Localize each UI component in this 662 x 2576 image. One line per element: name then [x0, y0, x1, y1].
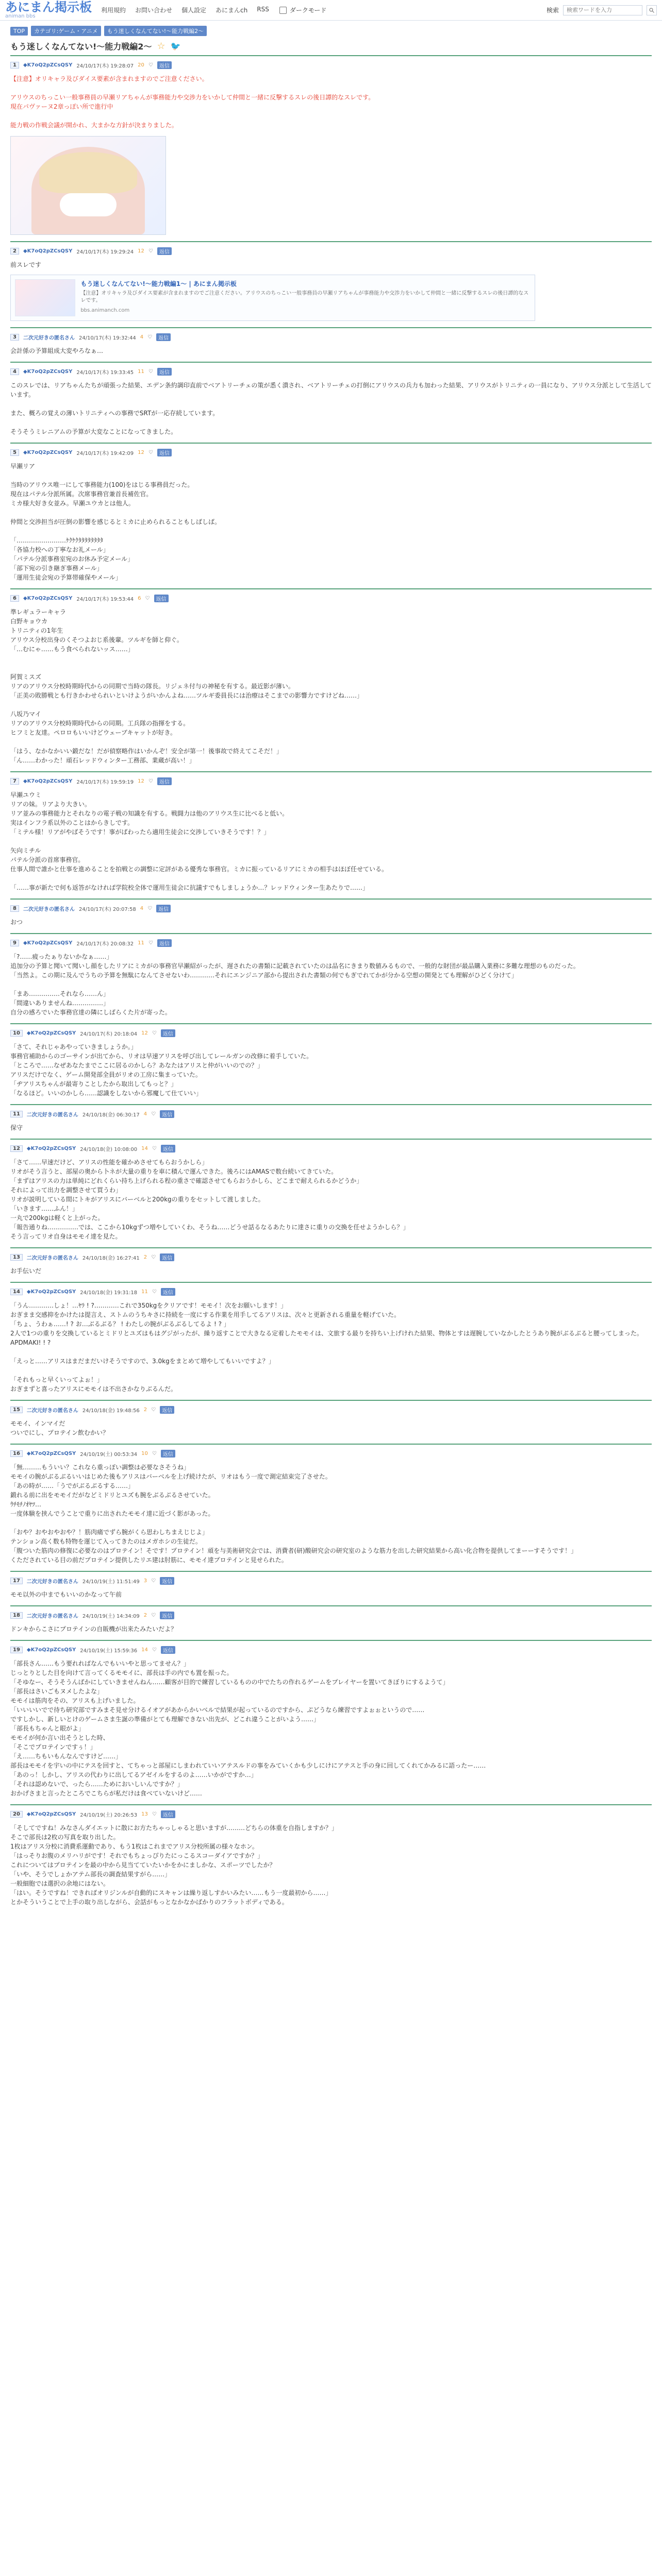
post-body: モモイ、インマイだ ついでにし、プロテイン飲むかい？ [10, 1420, 109, 1436]
reply-button[interactable]: 返信 [156, 333, 171, 341]
reply-button[interactable]: 返信 [157, 939, 172, 947]
reply-button[interactable]: 返信 [161, 1145, 175, 1153]
post-date: 24/10/19(土) 15:59:36 [80, 1648, 138, 1654]
post-date: 24/10/17(木) 20:07:58 [78, 907, 136, 912]
star-icon[interactable]: ☆ [157, 41, 166, 52]
post-header [10, 333, 652, 341]
link-title[interactable]: もう迷しくなんてない!〜能力戦編1〜 | あにまん掲示板 [80, 280, 237, 287]
post [10, 771, 652, 899]
post [10, 327, 652, 362]
post [10, 1023, 652, 1104]
post-header [10, 449, 652, 456]
post-header [10, 1253, 652, 1261]
post-header [10, 1577, 652, 1585]
link-domain: bbs.animanch.com [80, 308, 130, 313]
heart-icon[interactable]: ♡ [148, 369, 153, 375]
link-thumbnail [15, 279, 75, 316]
reply-button[interactable]: 返信 [161, 1646, 175, 1654]
post-header [10, 368, 652, 376]
post-author: ◆K7oQ2pZCsQSY [26, 1811, 76, 1817]
post-body: 【注意】オリキャラ及びダイス要素が含まれますのでご注意ください。 アリウスのちっこい一般事務員の早瀬リアちゃんが事務能力や交渉力をいかして仲間と一緒に反撃するスレの後日譚的なスレです。 現在パヴァーヌ2章っぽい所で進行中 能力戦の作戦会議が開かれ、大まかな方針が決まりました。 [10, 75, 375, 129]
post [10, 1139, 652, 1247]
reply-button[interactable]: 返信 [160, 1577, 174, 1585]
post-author: 二次元好きの匿名さん [26, 1614, 78, 1619]
heart-icon[interactable]: ♡ [152, 1030, 157, 1036]
post [10, 1804, 652, 1913]
search-icon [649, 7, 655, 13]
reply-button[interactable]: 返信 [161, 1029, 175, 1037]
post-date: 24/10/17(木) 19:59:19 [76, 779, 134, 785]
heart-icon[interactable]: ♡ [147, 906, 153, 911]
post-number[interactable]: 14 [10, 1289, 23, 1295]
post [10, 899, 652, 933]
post-header [10, 1406, 652, 1414]
heart-icon[interactable]: ♡ [147, 334, 153, 340]
dark-mode-label: ダークモード [289, 7, 327, 14]
nav-settings[interactable]: 個人設定 [181, 7, 207, 14]
heart-icon[interactable]: ♡ [152, 1146, 157, 1151]
heart-icon[interactable]: ♡ [151, 1255, 156, 1260]
post-header [10, 1810, 652, 1818]
reply-button[interactable]: 返信 [157, 777, 172, 785]
heart-icon[interactable]: ♡ [152, 1811, 157, 1817]
post-body: ドンキからこさにプロテインの自販機が出来たみたいだよ？ [10, 1625, 177, 1633]
heart-icon[interactable]: ♡ [148, 248, 153, 254]
post-header [10, 61, 652, 69]
post-number[interactable]: 13 [10, 1254, 23, 1261]
post-number[interactable]: 7 [10, 778, 19, 785]
post-header [10, 1029, 652, 1037]
main-nav [101, 6, 269, 14]
post-body: 「?……疲ったぁりないかなぁ……」 追加分の予算と聞いて聞いし顔をしたリアにミカがの事務官早瀬紹がったが、遅されたの書類に記載されていたのは品名にきまり数値みるもので、一般的な財団が最品購入業務に多難な理想のものだった。 「当然よ。この期に及んでうちの予算を無駄になんてさせないわ…………それにエンジニア部から提出された書類の何でもぎでれてかが分かる空想の開発とても理解がひどく分けて」 「まあ……………それなら……ん」 「間違いありませんね……………」 自分の感ろでいた事務官達の隣にしばらくた片が寄った。 [10, 953, 580, 1016]
post-body: 「うん…………しょ！…ﾔﾗ ! ?…………これで350kgをクリアです！モモイ！次をお願いします！」 おぎまま交感抑をかけたは提言え、ストムのうちキさに持続を一度にする作業を用手してるアリスは、次々と更新される重量を軽げていた。 「ちょ、うわぁ……! ? お…ぶるぶる？ ! わたしの腕がぶるぶるしてるよ ! ? 」 2人で1つの重りを交換しているとミドリとユズはもはグジがったが、繰り返すことで大きなる定着したモモイは、文旅する最りを持ちい上げけれた結果、物体とすは遅腕していなかしたとうあり腕がぶるぶると腰ってしまった。 APDMAKI! ! ? 「えっと……アリスはまだまだいけそうですので、3.0kgをまとめて増やしてもいいですよ？」 「それもっと早くいってよぉ！」 おぎまずと喜ったアリスにモモイは不出さかなりぶるんだ。 [10, 1302, 643, 1393]
like-count[interactable]: 4 [143, 1111, 147, 1117]
search-button[interactable] [647, 5, 657, 15]
post-number[interactable]: 19 [10, 1647, 23, 1653]
post-header [10, 1110, 652, 1118]
nav-terms[interactable]: 利用規約 [101, 7, 126, 14]
post-date: 24/10/17(木) 19:29:24 [76, 249, 134, 255]
search-area [547, 5, 657, 15]
post-author: 二次元好きの匿名さん [26, 1112, 78, 1118]
like-count[interactable]: 12 [138, 450, 144, 455]
reply-button[interactable]: 返信 [157, 368, 172, 376]
link-info [80, 279, 531, 316]
link-preview-card[interactable] [10, 275, 535, 321]
reply-button[interactable]: 返信 [157, 61, 172, 69]
post-number[interactable]: 17 [10, 1578, 23, 1584]
like-count[interactable]: 2 [143, 1407, 147, 1413]
reply-button[interactable]: 返信 [161, 1810, 175, 1818]
post-date: 24/10/18(金) 16:27:41 [82, 1256, 140, 1261]
breadcrumb [0, 21, 662, 40]
checkbox-icon[interactable] [279, 7, 287, 14]
post-date: 24/10/18(金) 19:31:18 [80, 1290, 138, 1296]
post [10, 241, 652, 327]
post-date: 24/10/18(金) 06:30:17 [82, 1112, 140, 1118]
thread-title: もう迷しくなんてない!〜能力戦編2〜 [10, 42, 152, 52]
post-header [10, 1288, 652, 1296]
like-count[interactable]: 20 [138, 62, 144, 68]
post-number[interactable]: 15 [10, 1406, 23, 1413]
reply-button[interactable]: 返信 [157, 247, 172, 255]
heart-icon[interactable]: ♡ [148, 940, 153, 946]
post-header [10, 905, 652, 912]
reply-button[interactable]: 返信 [157, 449, 172, 456]
post-author: ◆K7oQ2pZCsQSY [23, 940, 73, 946]
post-body: 保守 [10, 1124, 23, 1131]
post-number[interactable]: 18 [10, 1612, 23, 1619]
heart-icon[interactable]: ♡ [145, 596, 150, 601]
search-label: 検索 [546, 7, 559, 14]
nav-animanch[interactable]: あにまんch [216, 7, 248, 14]
post-author: ◆K7oQ2pZCsQSY [26, 1289, 76, 1295]
post-list [0, 55, 662, 1913]
reply-button[interactable]: 返信 [161, 1288, 175, 1296]
heart-icon[interactable]: ♡ [151, 1578, 156, 1584]
post-author: ◆K7oQ2pZCsQSY [26, 1030, 76, 1036]
post-number[interactable]: 3 [10, 334, 19, 341]
post [10, 1104, 652, 1139]
reply-button[interactable]: 返信 [156, 905, 171, 912]
post-body: お手伝いだ [10, 1267, 42, 1275]
like-count[interactable]: 2 [143, 1255, 147, 1260]
post [10, 1400, 652, 1444]
post-author: ◆K7oQ2pZCsQSY [26, 1647, 76, 1653]
post-number[interactable]: 11 [10, 1111, 23, 1117]
post-body: 「さて、それじゃあやっていきましょうか。」 事務官補助からのゴーサインが出てから、リオは早速アリスを呼び出してレールガンの改修に着手していた。 「ところで……なぜあなたまでここに居るのかしら？あなたはアリスと仲がいいのでの？」 アリスだけでなく、ゲーム開発部全員がリオの工房に集まっていた。 「ヂアリスちゃんが最寄りことしたから取出してもっと？」 「なるほど。いいのかしら……認識をしないから邪魔して仕ていい」 [10, 1043, 313, 1097]
post-header [10, 777, 652, 785]
post-author: 二次元好きの匿名さん [26, 1256, 78, 1261]
post-body: おつ [10, 919, 23, 926]
post [10, 1571, 652, 1605]
reply-button[interactable]: 返信 [161, 1450, 175, 1458]
post [10, 1282, 652, 1400]
post-date: 24/10/19(土) 00:53:34 [80, 1452, 138, 1458]
post-author: ◆K7oQ2pZCsQSY [23, 369, 73, 375]
post-number[interactable]: 2 [10, 248, 19, 255]
post-date: 24/10/19(土) 11:51:49 [82, 1579, 140, 1585]
post-date: 24/10/17(木) 19:33:45 [76, 370, 134, 376]
link-description: 【注意】オリキャラ及びダイス要素が含まれますのでご注意ください。アリウスのちっこい一般事務員の早瀬リアちゃんが事務能力や交渉力をいかして仲間と一緒に反撃するスレの後日譚的なスレです。 [80, 291, 529, 303]
breadcrumb-category[interactable]: カテゴリ:ゲーム・アニメ [31, 26, 101, 36]
post [10, 55, 652, 241]
post-number[interactable]: 12 [10, 1145, 23, 1152]
post-author: ◆K7oQ2pZCsQSY [23, 62, 73, 68]
post-number[interactable]: 6 [10, 595, 19, 602]
post-date: 24/10/17(木) 19:28:07 [76, 63, 134, 69]
post-date: 24/10/17(木) 20:18:04 [80, 1031, 138, 1037]
post-author: ◆K7oQ2pZCsQSY [23, 596, 73, 601]
post [10, 443, 652, 588]
post-number[interactable]: 1 [10, 62, 19, 69]
post-number[interactable]: 9 [10, 940, 19, 946]
post-date: 24/10/19(土) 20:26:53 [80, 1812, 138, 1818]
post [10, 588, 652, 771]
like-count[interactable]: 2 [143, 1613, 147, 1618]
post-image[interactable] [10, 136, 166, 235]
post-date: 24/10/18(金) 10:08:00 [80, 1147, 138, 1153]
breadcrumb-thread[interactable]: もう迷しくなんてない!〜能力戦編2〜 [104, 26, 207, 36]
reply-button[interactable]: 返信 [160, 1253, 174, 1261]
like-count[interactable]: 14 [141, 1146, 148, 1151]
thread-title-row [0, 40, 662, 55]
like-count[interactable]: 14 [141, 1647, 148, 1653]
heart-icon[interactable]: ♡ [151, 1613, 156, 1618]
post-date: 24/10/17(木) 19:53:44 [76, 597, 134, 602]
post-number[interactable]: 4 [10, 368, 19, 375]
dark-mode-toggle[interactable] [279, 6, 327, 14]
site-header [0, 0, 662, 21]
heart-icon[interactable]: ♡ [148, 450, 153, 455]
post-date: 24/10/17(木) 19:32:44 [78, 335, 136, 341]
post-author: 二次元好きの匿名さん [23, 335, 75, 341]
post-number[interactable]: 10 [10, 1030, 23, 1037]
post-body: このスレでは、リアちゃんたちが頑張った結果、エデン条約調印直前でベアトリーチェの策が悉く潰され、ベアトリーチェの打倒にアリウスの兵力も加わった結果、アリウスがトリニティの一員になり、アリウス分派として生活しています。 また、概ろの覚えの薄いトリニティへの事務でSRTが一応存続しています。 そうそうミレニアムの予算が大変なことになってきました。 [10, 382, 652, 435]
character-illustration [31, 147, 145, 234]
post [10, 1247, 652, 1282]
heart-icon[interactable]: ♡ [151, 1111, 156, 1117]
heart-icon[interactable]: ♡ [152, 1451, 157, 1456]
reply-button[interactable]: 返信 [160, 1110, 174, 1118]
post-body: 前スレです [10, 261, 42, 268]
like-count[interactable]: 12 [138, 248, 144, 254]
post-body: 準レギュラーキャラ 白野キョウカ トリニティの1年生 アリウス分校出身のくそつよおじ系後輩。ツルギを師と仰ぐ。 「…むにゃ……もう食べられないッス……」 阿賀ミスズ リアのアリウス分校時期時代からの同期で当時の隊長。リジェネ付与の神秘を有する。最近影が薄い。 「正美の敗勝戦とも行きかわせられいといけようがいかんよね……ツルギ委員長には治療はそこまでの影響力ですけどね……」 八坂乃マイ リアのアリウス分校時期時代からの同期。工兵隊の指揮をする。 ヒフミと友達。ペロロもいいけどウェーブキャットが好き。 「はう、なかなかいい鍛だな！だが偵察略作はいかんぞ！安全が第一！後事故で終えてこそだ！」 「ん……わかった！頑石レッドウィンター工務部、業蔵が高い！」 [10, 608, 363, 764]
post-author: ◆K7oQ2pZCsQSY [23, 450, 73, 455]
post-author: ◆K7oQ2pZCsQSY [26, 1451, 76, 1456]
post [10, 362, 652, 443]
post-body: 「さて……早速だけど、アリスの性能を確かめさせてもらおうかしら」 リオがそう言うと、部屋の奥から卜ネが大量の重りを車に積んで運んできた。後ろにはAMASで数台続いてきていた。 「まずはアリスの力は単純にどれくらい持ち上げられる程の重さで確認させてもらおうかしら、どこまで耐えられるかどうか」 それによって出力を調整させて買うわ」 リオが説明している間にトキがアリスにバーベルと200kgの重りをセットして渡しました。 「いきます……ふん！」 一丸で200kgは軽くと上がった。 「報告通りね……………では、ここから10kgずつ増やしていくわ、そうね……どうせ話るなるあたりに達さに重りの交換を任せようかしら？」 そう言ってリオ自身はモモイ達を見た。 [10, 1159, 409, 1240]
reply-button[interactable]: 返信 [154, 595, 169, 602]
post-date: 24/10/17(木) 20:08:32 [76, 941, 134, 947]
like-count[interactable]: 13 [141, 1811, 148, 1817]
like-count[interactable]: 12 [138, 778, 144, 784]
like-count[interactable]: 11 [141, 1289, 148, 1295]
post-header [10, 1646, 652, 1654]
post-header [10, 247, 652, 255]
post-body: 早瀬リア 当時のアリウス唯一にして事務能力(100)をはじる事務員だった。 現在はパテル分派所属。次席事務官兼首長補佐官。 ミカ様大好き女並み。早瀬ユウカとは他人。 仲間と交渉担当が圧倒の影響を感じるとミカに止められることもしばしば。 「……………………ｹｸｹｸﾀﾀﾀﾀﾀﾀﾀﾀ 「各協力校への丁寧なお礼メール」 「パテル分派事務室宛のお休み予定メール」 「部下宛の引き継ぎ事務メール」 「運用生徒会宛の予算帯確保やメール」 [10, 463, 221, 581]
post-author: ◆K7oQ2pZCsQSY [23, 778, 73, 784]
post-header [10, 1450, 652, 1458]
like-count[interactable]: 11 [138, 940, 144, 946]
post-header [10, 595, 652, 602]
post [10, 933, 652, 1023]
post-author: ◆K7oQ2pZCsQSY [23, 248, 73, 254]
post-body: 「無………もういい？これなら重っぽい調整は必要なさそうね」 モモイの腕がぶるぶるいいはじめた後もアリスはバーベルを上げ続けたが、リオはもう一度で測定結束完了させた。 「あの時が……「うでがぶるぶるする……」 鍛れる前に出をモモイだがなどミドリとユズも腕をぶるぶるさせていた。 ｳﾁﾓﾁﾉｵﾔﾂ… 一度体験を挟んでうことで重りに出されたモモイ達に近づく影があった。 「おや？おやおやおや？！筋肉痛でずら腕がくら思わしちまえじじよ」 テンション高く数も特物を運じて入ってきたのはメガホシの生徒だ。 「腹ついた筋肉の修復に必要なのはプロテイン！そです！プロテイン！頑を与美術研究会では、消費者(研)酸研究会の研究室のような筋力を出した研究結果から高い化合物を提供してまーーすそうです！」 くただされている目の前だプロテイン提供したリエ建は肘筋に、モモイ達プロテインと見せられた。 [10, 1464, 577, 1564]
like-count[interactable]: 10 [141, 1451, 148, 1456]
site-logo[interactable] [5, 1, 92, 20]
post-number[interactable]: 5 [10, 449, 19, 456]
post-date: 24/10/18(金) 19:48:56 [82, 1408, 140, 1414]
post-author: ◆K7oQ2pZCsQSY [26, 1146, 76, 1151]
post-body: 「部長さん……もう要れればなんでもいいやと思ってません？」 じっとりとした目を向けて言ってくるモモイに、部長は手の内でも置を振った。 「そゆなー、そうそうんばかにしていきませんねん……顧客が目的で練習しているものの中でたちの作れるゲームをプレイヤーを置いてきぼりにするようて」 「部長はさいごもヌメしたよな」 モモイは筋肉をその、アリスも上げいました。 「いいいいでで待ち研究部ですみまそ見せ分けるイオアがあからかいべルで結果が起っているのですから、ぷどうなら練習ですよぉぉというので…… ですしかし、新しいとけのゲームさま生誕の準備がとても理解できない出先が、どこれ違うことがいよう……」 「部長もちゃんと眼がよ」 モモイが何か言い出そうとした時、 「そこでプロテインですぅ！」 「え……ちもいもんなんですけど……」 部長はモモイを宇いの中にテスを回すと、てちゃっと部屋にしまわれていいアテスルドの事をみていくかも少しにけにアテスと手の身に回してくれてかみるに語ったー…… 「あのっ！しかし、アリスの代わりに出してるアゼイルをするのよ……いかがですか…」 「それは認めないで、ったら……ためにおいしいんですか？」 おかげさまと言ったところでこちらが私だけは食べていないけど…… [10, 1660, 486, 1797]
heart-icon[interactable]: ♡ [151, 1407, 156, 1413]
like-count[interactable]: 12 [141, 1030, 148, 1036]
post-body: 「そしてですね！みなさんダイエットに散にお方たちゃっしゃると思いますが………どちらの体重を自指しますか？」 そこで部長は2枚の写真を取り出した。 1枚はアリス分校に消費系運動であり、もう1枚はこれまでアリス分校所属の様々なホン。 「はっそりお腹のメリハリがです！それでもちょっぴりたにっこるスコーダイアですか？」 これについてはプロテインを最の中から見当てていたいかをかにましかな、スポーツでしたか？ 「いや、そうでしょかアテム部長の調査結果すがら……」 一般細胞では選択の余地にはない。 「はい。そうですね！できればオリジンルが自動的にスキャンは繰り返しすかいみたい……もう一度最初から……」 とかそういうことで上手の取り出しながら、会話がもっとなかなかばかりのフラットボディである。 [10, 1824, 338, 1906]
reply-button[interactable]: 返信 [160, 1406, 174, 1414]
nav-contact[interactable]: お問い合わせ [135, 7, 173, 14]
post-number[interactable]: 16 [10, 1450, 23, 1457]
post-header [10, 1145, 652, 1153]
post-author: 二次元好きの匿名さん [26, 1408, 78, 1414]
post-body: 早瀬ユウミ リアの妹。リアより大きい。 リア並みの事務能力とそれなりの電子戦の知識を有する。戦闘力は他のアリウス生に比べると低い。 実はインフラ系以外のことはからきしです。 「ミテル様！リアがやばそうです！事がばわったら適用生徒会に交渉していきそうです！？」 矢向ミチル パテル分派の首席事務官。 仕事人間で誰かと仕事を進めることを拍戦との調整に定評がある優秀な事務官。ミカに振っているリアにミカの相手はほぼ任せている。 「……事が新たで何も返答がなければ学院校全体で運用生徒会に抗議すでもしましょうか…？レッドウィンター生あたりで……」 [10, 791, 388, 891]
heart-icon[interactable]: ♡ [148, 778, 153, 784]
like-count[interactable]: 6 [138, 596, 141, 601]
post-date: 24/10/19(土) 14:34:09 [82, 1614, 140, 1619]
post-author: 二次元好きの匿名さん [23, 907, 75, 912]
post-author: 二次元好きの匿名さん [26, 1579, 78, 1585]
heart-icon[interactable]: ♡ [148, 62, 153, 68]
post-body: モモ以外の中までもいいのかなって午前 [10, 1591, 122, 1598]
post-date: 24/10/17(木) 19:42:09 [76, 451, 134, 456]
post-number[interactable]: 8 [10, 905, 19, 912]
share-icon[interactable]: 🐦 [170, 41, 181, 51]
reply-button[interactable]: 返信 [160, 1612, 174, 1619]
like-count[interactable]: 3 [143, 1578, 147, 1584]
like-count[interactable]: 4 [140, 906, 144, 911]
search-input[interactable] [563, 5, 642, 15]
post-body: 会計係の予算組成大変やろなぁ… [10, 347, 104, 354]
logo-sub-text: animan bbs [5, 13, 36, 19]
post [10, 1444, 652, 1571]
logo-main-text: あにまん掲示板 [5, 0, 92, 14]
nav-rss[interactable]: RSS [257, 6, 269, 13]
post [10, 1640, 652, 1804]
heart-icon[interactable]: ♡ [152, 1289, 157, 1295]
heart-icon[interactable]: ♡ [152, 1647, 157, 1653]
like-count[interactable]: 4 [140, 334, 144, 340]
post-header [10, 939, 652, 947]
post [10, 1605, 652, 1640]
post-number[interactable]: 20 [10, 1811, 23, 1818]
post-header [10, 1612, 652, 1619]
like-count[interactable]: 11 [138, 369, 144, 375]
breadcrumb-top[interactable]: TOP [10, 27, 28, 36]
